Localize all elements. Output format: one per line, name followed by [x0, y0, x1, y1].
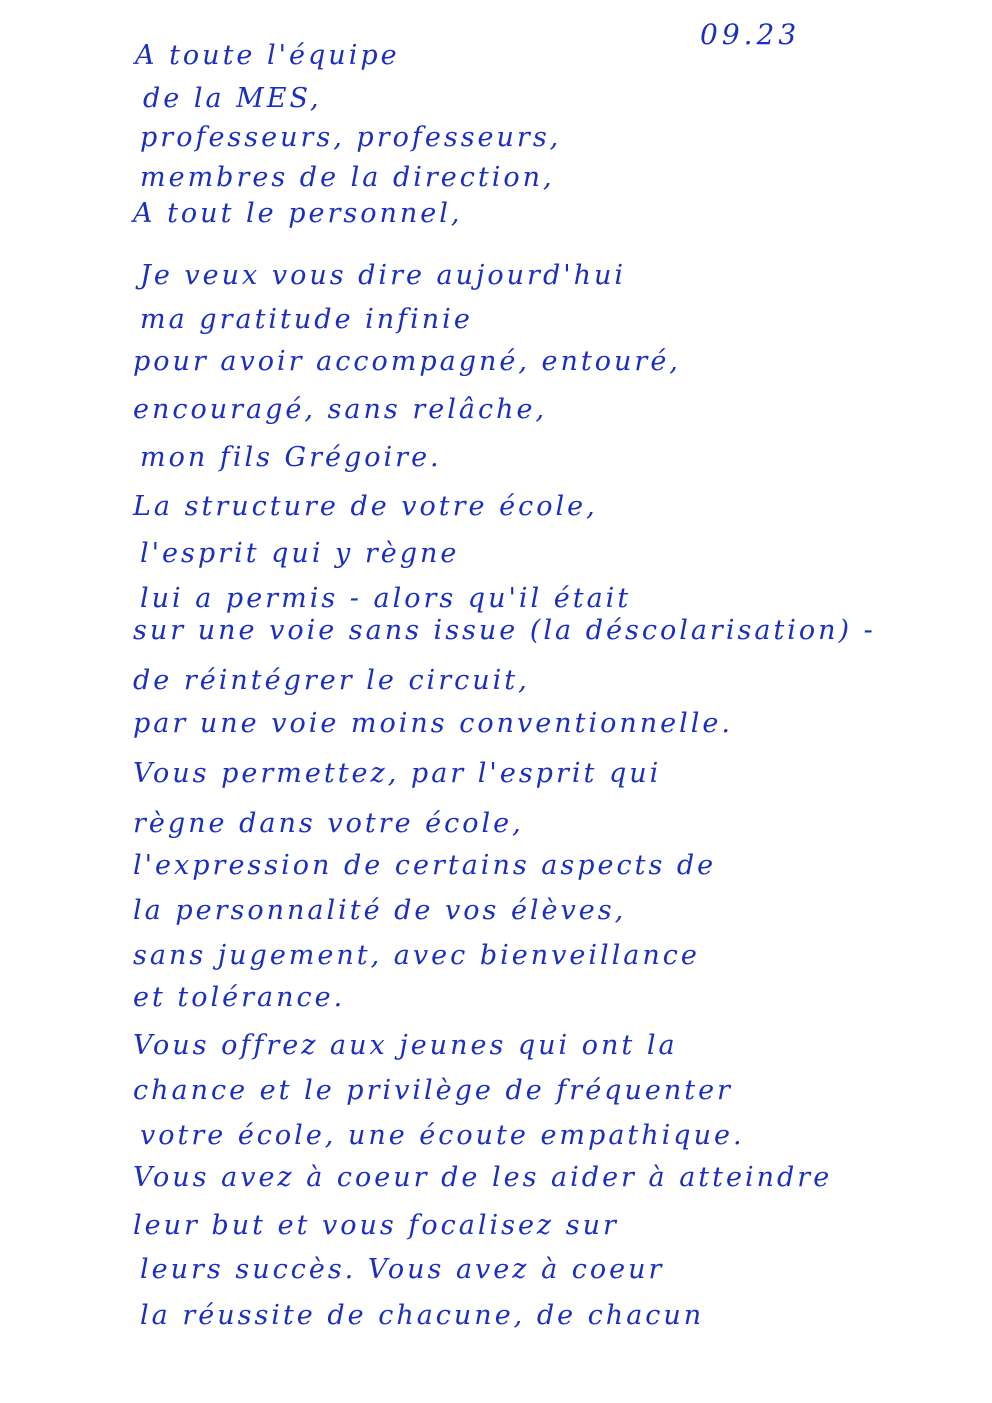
body-line: de réintégrer le circuit, [133, 665, 530, 696]
body-line: règne dans votre école, [133, 808, 524, 839]
salutation-line: membres de la direction, [140, 162, 555, 193]
body-line: Je veux vous dire aujourd'hui [140, 260, 627, 291]
body-line: par une voie moins conventionnelle. [133, 708, 733, 739]
body-line: ma gratitude infinie [140, 304, 473, 335]
salutation-line: A tout le personnel, [133, 198, 463, 229]
body-line: Vous permettez, par l'esprit qui [133, 758, 662, 789]
body-line: La structure de votre école, [133, 491, 598, 522]
body-line: votre école, une écoute empathique. [140, 1120, 745, 1151]
body-line: pour avoir accompagné, entouré, [133, 346, 681, 377]
body-line: sur une voie sans issue (la déscolarisation) - [133, 615, 876, 646]
body-line: sans jugement, avec bienveillance [133, 940, 700, 971]
body-line: mon fils Grégoire. [140, 442, 442, 473]
salutation-line: A toute l'équipe [135, 40, 400, 71]
body-line: lui a permis - alors qu'il était [140, 583, 632, 614]
salutation-line: de la MES, [143, 83, 322, 114]
body-line: l'expression de certains aspects de [133, 850, 717, 881]
body-line: leurs succès. Vous avez à coeur [140, 1254, 665, 1285]
body-line: chance et le privilège de fréquenter [133, 1075, 733, 1106]
body-line: et tolérance. [133, 982, 346, 1013]
body-line: Vous avez à coeur de les aider à atteindre [133, 1162, 833, 1193]
body-line: la personnalité de vos élèves, [133, 895, 627, 926]
body-line: l'esprit qui y règne [140, 538, 460, 569]
body-line: Vous offrez aux jeunes qui ont la [133, 1030, 678, 1061]
body-line: leur but et vous focalisez sur [133, 1210, 619, 1241]
letter-date: 09.23 [700, 18, 801, 51]
body-line: la réussite de chacune, de chacun [140, 1300, 705, 1331]
body-line: encouragé, sans relâche, [133, 394, 548, 425]
salutation-line: professeurs, professeurs, [140, 122, 562, 153]
